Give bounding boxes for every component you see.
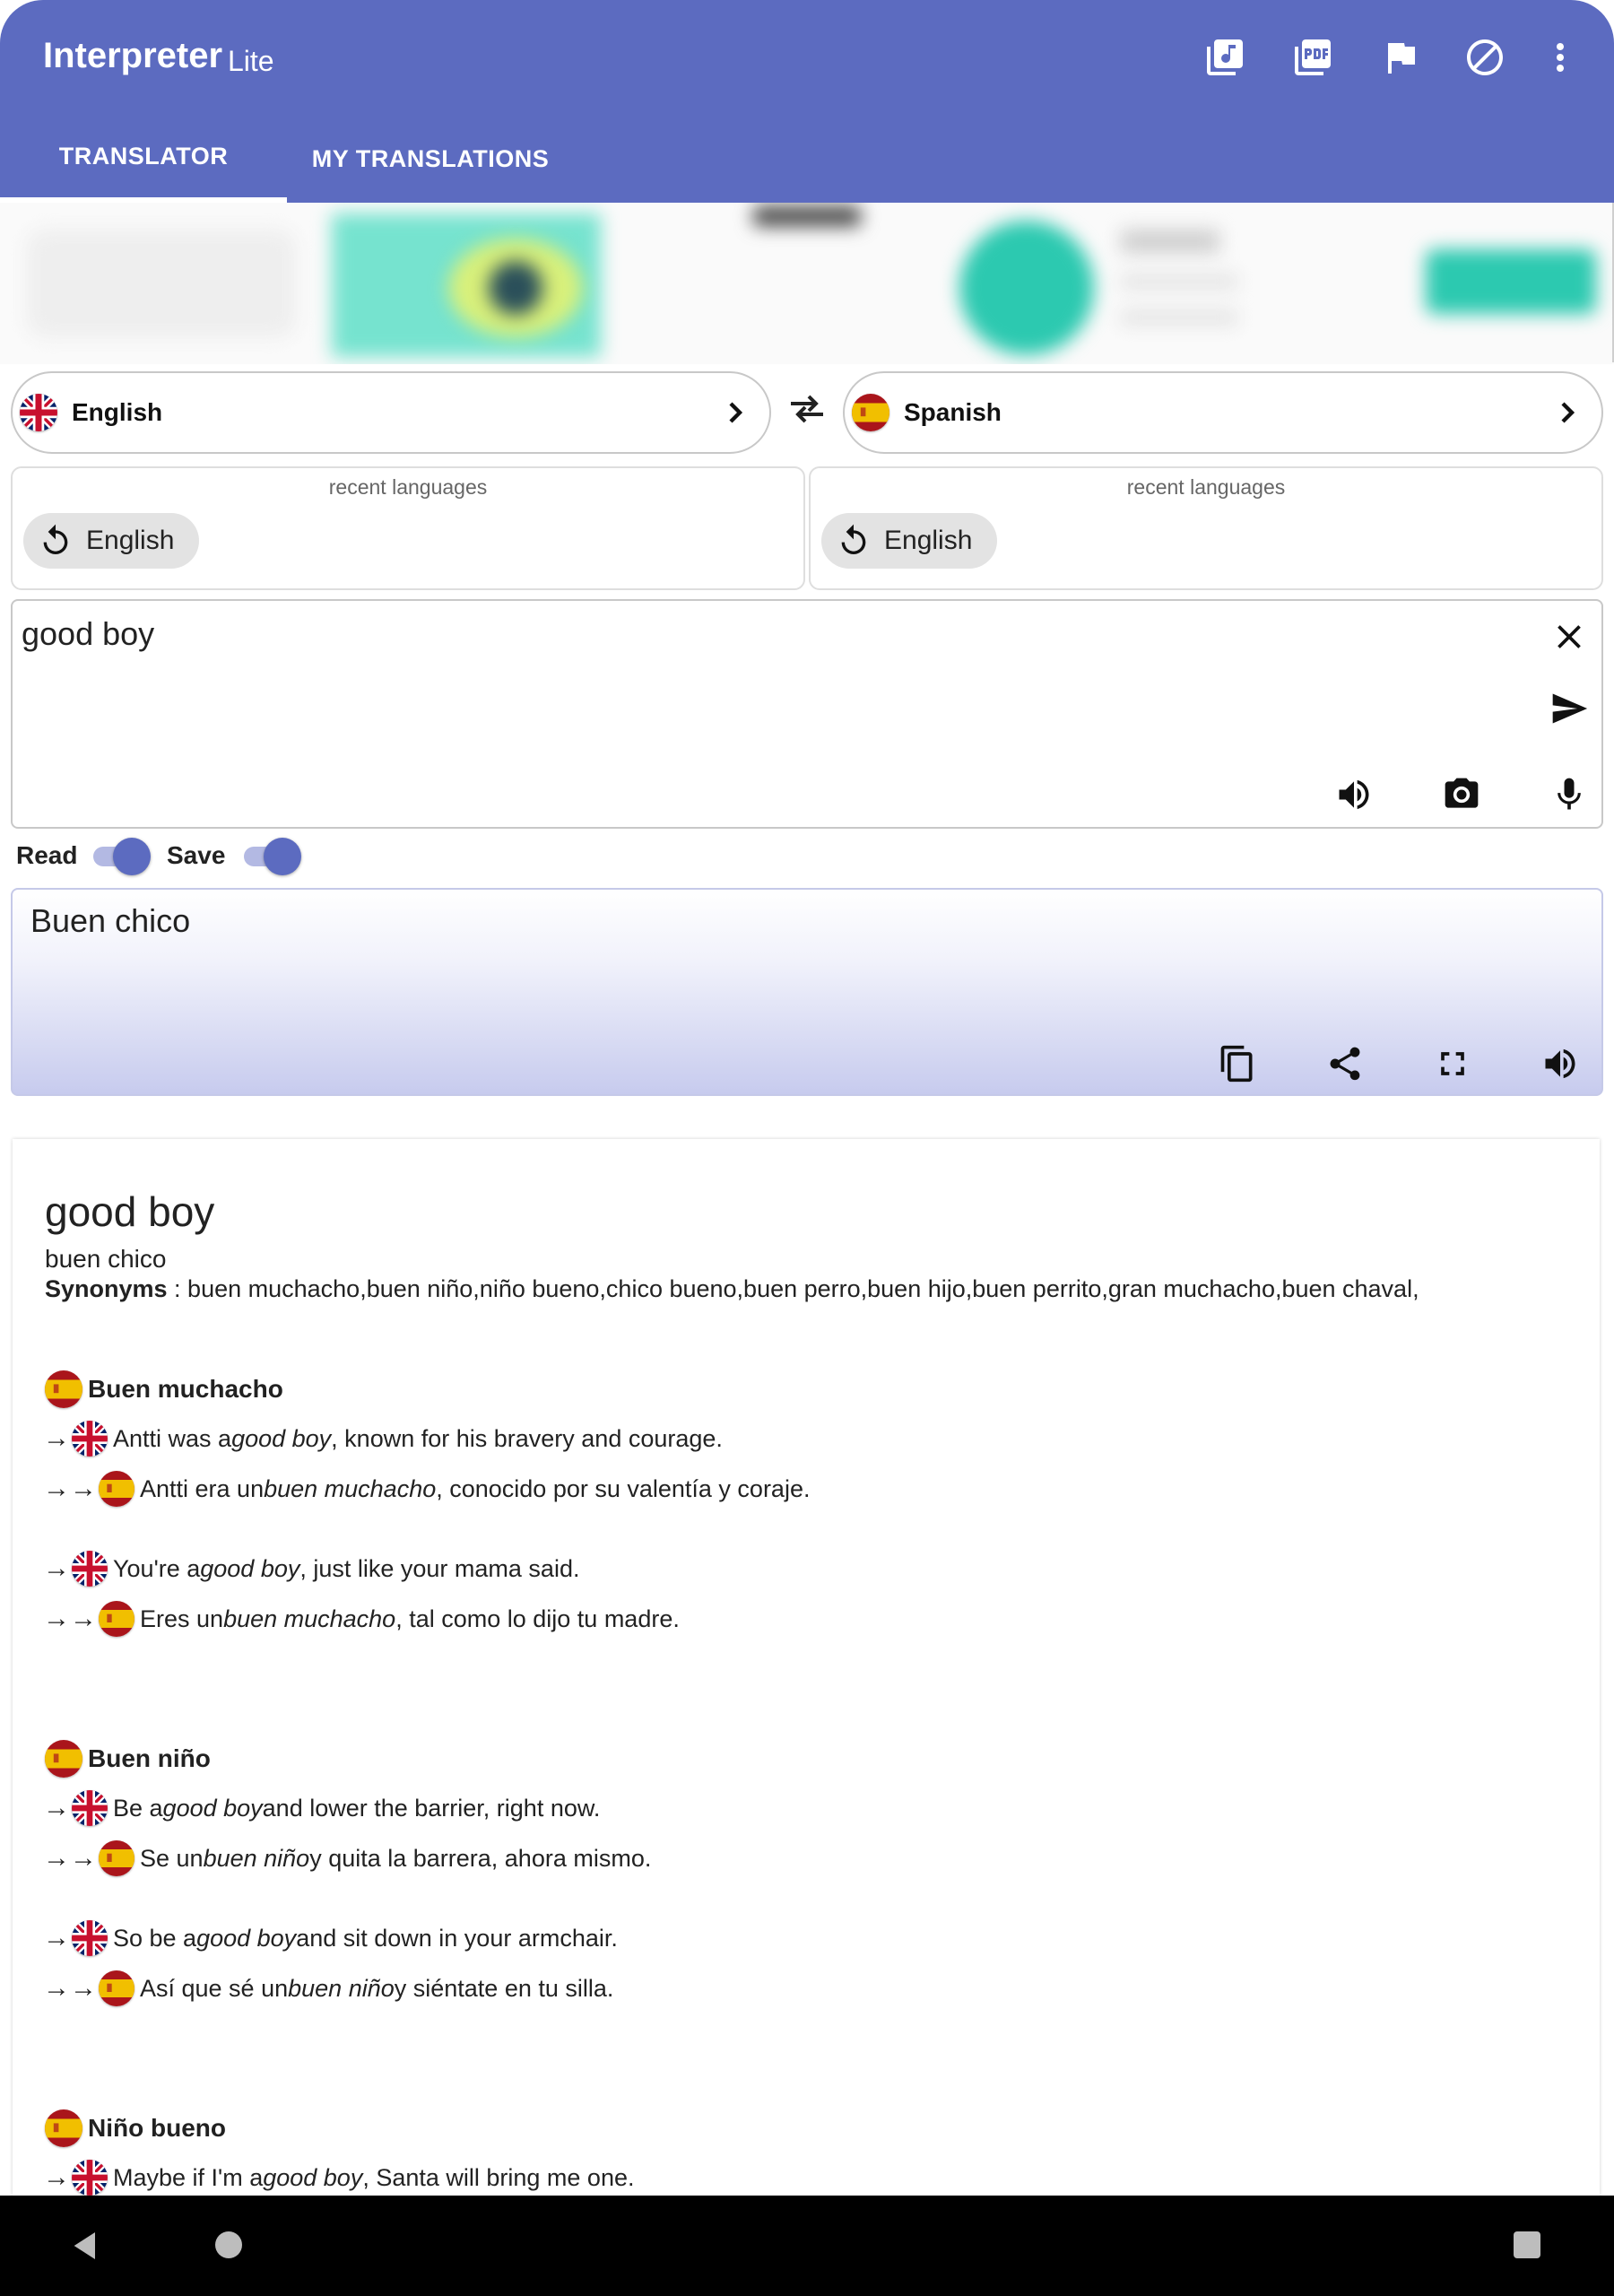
example-english: → Antti was a good boy , known for his bravery and courage. (43, 1421, 723, 1457)
pdf-icon[interactable] (1288, 32, 1338, 83)
spain-flag-icon (852, 394, 889, 431)
uk-flag-icon (72, 1790, 108, 1826)
recent-chip-label: English (86, 526, 175, 555)
read-toggle[interactable] (90, 836, 152, 875)
recent-languages-target (809, 466, 1603, 590)
uk-flag-icon (72, 2160, 108, 2196)
history-icon (836, 523, 872, 559)
spain-flag-icon (45, 1370, 82, 1408)
app-title: Interpreter (43, 36, 223, 75)
example-english: → Maybe if I'm a good boy , Santa will bring me one. (43, 2160, 635, 2196)
fullscreen-icon[interactable] (1429, 1040, 1476, 1087)
recent-languages-source (11, 466, 805, 590)
source-language-name: English (72, 398, 163, 426)
spain-flag-icon (99, 1601, 134, 1637)
sense-word: Buen muchacho (88, 1375, 283, 1403)
translation-output (11, 888, 1603, 1096)
recent-chip-label: English (884, 526, 973, 555)
spain-flag-icon (99, 1471, 134, 1507)
sense-heading (45, 1740, 211, 1778)
uk-flag-icon (72, 1421, 108, 1457)
read-toggle-label: Read (16, 841, 78, 869)
speaker-icon[interactable] (1537, 1040, 1584, 1087)
chevron-right-icon (717, 395, 753, 430)
swap-languages-icon[interactable] (785, 387, 829, 430)
target-language-selector[interactable] (843, 371, 1603, 454)
microphone-icon[interactable] (1546, 771, 1592, 818)
share-icon[interactable] (1322, 1040, 1368, 1087)
sense-heading (45, 1370, 283, 1408)
music-library-icon[interactable] (1200, 32, 1250, 83)
tab-translator[interactable]: TRANSLATOR (0, 115, 287, 203)
dictionary-card (13, 1139, 1600, 2196)
system-navigation-bar (0, 2196, 1614, 2296)
source-text-field[interactable] (11, 599, 1603, 829)
synonyms-label: Synonyms (45, 1275, 168, 1302)
sense-word: Buen niño (88, 1744, 211, 1772)
uk-flag-icon (72, 1920, 108, 1956)
recents-icon[interactable] (1514, 2231, 1540, 2258)
dictionary-headword: good boy (45, 1188, 215, 1235)
recent-language-chip[interactable] (821, 513, 997, 569)
ad-banner[interactable] (0, 203, 1614, 364)
chevron-right-icon (1549, 395, 1585, 430)
flag-icon[interactable] (1375, 32, 1426, 83)
example-spanish: →→ Eres un buen muchacho , tal como lo dijo tu madre. (43, 1601, 680, 1637)
synonyms-line (45, 1275, 1419, 1303)
save-toggle[interactable] (240, 836, 303, 875)
example-english: → So be a good boy and sit down in your armchair. (43, 1920, 618, 1956)
speaker-icon[interactable] (1331, 771, 1377, 818)
sense-heading (45, 2109, 226, 2147)
camera-icon[interactable] (1438, 771, 1485, 818)
spain-flag-icon (45, 2109, 82, 2147)
copy-icon[interactable] (1214, 1040, 1261, 1087)
synonyms-list: : buen muchacho,buen niño,niño bueno,chico bueno,buen perro,buen hijo,buen perrito,gran muchacho,buen chaval, (167, 1275, 1419, 1302)
example-spanish: →→ Así que sé un buen niño y siéntate en tu silla. (43, 1970, 613, 2006)
example-english: → You're a good boy , just like your mama said. (43, 1551, 579, 1587)
more-vert-icon[interactable] (1535, 32, 1585, 83)
source-text[interactable]: good boy (22, 615, 155, 652)
spain-flag-icon (45, 1740, 82, 1778)
example-spanish: →→ Se un buen niño y quita la barrera, ahora mismo. (43, 1840, 651, 1876)
tab-my-translations[interactable]: MY TRANSLATIONS (311, 144, 550, 172)
clear-icon[interactable] (1546, 613, 1592, 660)
save-toggle-label: Save (167, 841, 226, 869)
dictionary-translation: buen chico (45, 1245, 167, 1273)
uk-flag-icon (72, 1551, 108, 1587)
send-icon[interactable] (1546, 685, 1592, 732)
recent-languages-label: recent languages (328, 475, 488, 499)
translated-text[interactable]: Buen chico (30, 902, 191, 939)
target-language-name: Spanish (904, 398, 1002, 426)
spain-flag-icon (99, 1970, 134, 2006)
app-subtitle: Lite (228, 45, 274, 77)
source-language-selector[interactable] (11, 371, 771, 454)
tab-bar (0, 115, 1614, 203)
sense-word: Niño bueno (88, 2114, 226, 2142)
uk-flag-icon (20, 394, 57, 431)
recent-languages-label: recent languages (1126, 475, 1286, 499)
history-icon (38, 523, 74, 559)
example-english: → Be a good boy and lower the barrier, right now. (43, 1790, 600, 1826)
example-spanish: →→ Antti era un buen muchacho , conocido por su valentía y coraje. (43, 1471, 810, 1507)
spain-flag-icon (99, 1840, 134, 1876)
home-icon[interactable] (215, 2231, 242, 2258)
block-icon[interactable] (1460, 32, 1510, 83)
back-icon[interactable] (68, 2228, 104, 2264)
app-bar (0, 0, 1614, 115)
recent-language-chip[interactable] (23, 513, 199, 569)
